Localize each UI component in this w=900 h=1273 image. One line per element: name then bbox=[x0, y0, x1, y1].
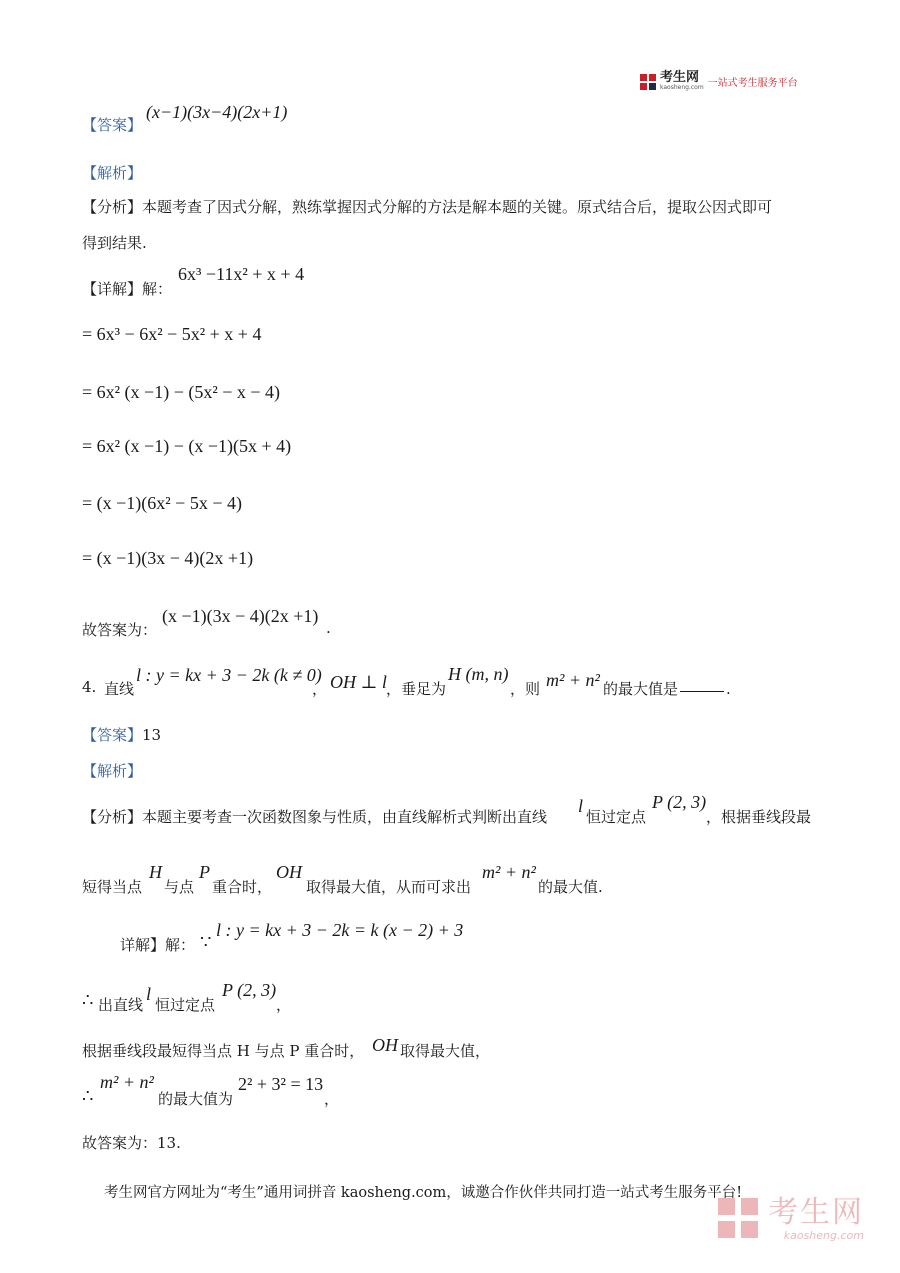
q4-answer-value: 13 bbox=[142, 726, 162, 744]
q4-t1: 直线 bbox=[104, 680, 135, 698]
q4-t4: ，则 bbox=[510, 680, 541, 698]
q4-t3: ，垂足为 bbox=[386, 680, 447, 698]
q3-step-1: = 6x³ − 6x² − 5x² + x + 4 bbox=[82, 324, 262, 344]
q4-t6: . bbox=[726, 680, 731, 698]
fenxi-text-1: 本题考查了因式分解，熟练掌握因式分解的方法是解本题的关键。原式结合后，提取公因式即可 bbox=[142, 198, 773, 216]
answer-tag: 【答案】 bbox=[82, 116, 143, 134]
q4-line2-d: 取得最大值，从而可求出 bbox=[306, 878, 472, 896]
watermark-name: 考生网 bbox=[768, 1194, 864, 1230]
q4-pass-l: l bbox=[146, 984, 152, 1004]
q4-fenxi-line1 bbox=[82, 806, 547, 827]
q4-line-c-end: 取得最大值， bbox=[400, 1042, 491, 1060]
logo-slogan: 一站式考生服务平台 bbox=[707, 78, 798, 89]
q4-fenxi-a: 本题主要考查一次函数图象与性质，由直线解析式判断出直线 bbox=[142, 808, 548, 826]
q4-answer-tag: 【答案】 bbox=[82, 726, 143, 744]
q4-fixed-text: 恒过定点 bbox=[155, 996, 216, 1014]
q3-detail-tag: 【详解】解： bbox=[82, 280, 173, 298]
q4-detail-math: l : y = kx + 3 − 2k = k (x − 2) + 3 bbox=[216, 920, 464, 940]
q4-line2-b: 与点 bbox=[164, 878, 195, 896]
q4-fenxi-c: ，根据垂线段最 bbox=[706, 808, 812, 826]
q3-step-3: = 6x² (x −1) − (x −1)(5x + 4) bbox=[82, 436, 292, 456]
q4-fenxi-b: 恒过定点 bbox=[586, 808, 647, 826]
q3-conclusion-math: (x −1)(3x − 4)(2x +1) bbox=[162, 606, 319, 626]
q4-m2n2: m² + n² bbox=[546, 670, 600, 690]
q4-final: 故答案为：13. bbox=[82, 1134, 181, 1152]
q4-t5 bbox=[603, 678, 731, 699]
q3-analysis-tag: 【解析】 bbox=[82, 164, 143, 182]
q4-foot-point: H (m, n) bbox=[448, 664, 509, 684]
q4-answer-line bbox=[82, 724, 161, 745]
q4-max-text: 的最大值为 bbox=[158, 1090, 234, 1108]
q4-line2-H: H bbox=[149, 862, 162, 882]
q4-t2: ， bbox=[312, 680, 328, 698]
q4-t5-text: 的最大值是 bbox=[603, 680, 679, 698]
q4-detail-tag: 详解】解： bbox=[120, 936, 196, 954]
q4-perpendicular: OH ⊥ l bbox=[330, 672, 387, 692]
q4-line2-e: 的最大值. bbox=[538, 878, 603, 896]
q4-line2-OH: OH bbox=[276, 862, 302, 882]
logo-name: 考生网 bbox=[660, 70, 700, 85]
q4-line-c-OH: OH bbox=[372, 1035, 398, 1055]
watermark-url: kaosheng.com bbox=[783, 1228, 864, 1242]
fenxi-tag: 【分析】 bbox=[82, 198, 143, 216]
q3-fenxi-line1 bbox=[82, 196, 772, 217]
therefore-symbol-1: ∴ bbox=[82, 990, 94, 1010]
answer-blank bbox=[680, 690, 724, 692]
q3-step-4: = (x −1)(6x² − 5x − 4) bbox=[82, 493, 242, 513]
q4-fenxi-P: P (2, 3) bbox=[652, 792, 707, 812]
q4-number: 4. bbox=[82, 678, 97, 696]
q3-answer-math: (x−1)(3x−4)(2x+1) bbox=[146, 102, 288, 122]
q4-max-end: ， bbox=[324, 1090, 340, 1108]
q4-fixed-point: P (2, 3) bbox=[222, 980, 277, 1000]
q4-line-equation: l : y = kx + 3 − 2k (k ≠ 0) bbox=[136, 665, 322, 685]
q4-fenxi-l: l bbox=[578, 796, 584, 816]
q4-line-c: 根据垂线段最短得当点 H 与点 P 重合时， bbox=[82, 1042, 365, 1060]
q3-expr0: 6x³ −11x² + x + 4 bbox=[178, 264, 305, 284]
q4-line2-m: m² + n² bbox=[482, 862, 536, 882]
q4-line2-P: P bbox=[199, 862, 210, 882]
logo-url: kaosheng.com bbox=[660, 84, 704, 91]
footer-text: 考生网官方网址为“考生”通用词拼音 kaosheng.com，诚邀合作伙伴共同打造一站式考生服务平台! bbox=[104, 1185, 743, 1201]
because-symbol: ∵ bbox=[200, 932, 212, 952]
q4-fixed-comma: ， bbox=[276, 996, 292, 1014]
q3-answer-line bbox=[82, 114, 142, 135]
q4-line2-c: 重合时， bbox=[212, 878, 273, 896]
q4-line2-a: 短得当点 bbox=[82, 878, 143, 896]
watermark bbox=[716, 1196, 864, 1242]
q3-step-5: = (x −1)(3x − 4)(2x +1) bbox=[82, 548, 254, 568]
q3-fenxi-line2: 得到结果. bbox=[82, 234, 147, 252]
q4-max-math: 2² + 3² = 13 bbox=[238, 1074, 324, 1094]
watermark-logo-icon bbox=[716, 1196, 762, 1242]
q4-fenxi-tag: 【分析】 bbox=[82, 808, 143, 826]
q4-pass-text: 出直线 bbox=[98, 996, 144, 1014]
q3-step-2: = 6x² (x −1) − (5x² − x − 4) bbox=[82, 382, 281, 402]
q4-max-m: m² + n² bbox=[100, 1072, 154, 1092]
kaosheng-logo-icon bbox=[640, 74, 656, 90]
therefore-symbol-2: ∴ bbox=[82, 1086, 94, 1106]
q3-conclusion-end: . bbox=[326, 619, 331, 637]
q4-analysis-tag: 【解析】 bbox=[82, 762, 143, 780]
header-logo bbox=[640, 72, 798, 91]
q3-conclusion-label: 故答案为： bbox=[82, 621, 158, 639]
